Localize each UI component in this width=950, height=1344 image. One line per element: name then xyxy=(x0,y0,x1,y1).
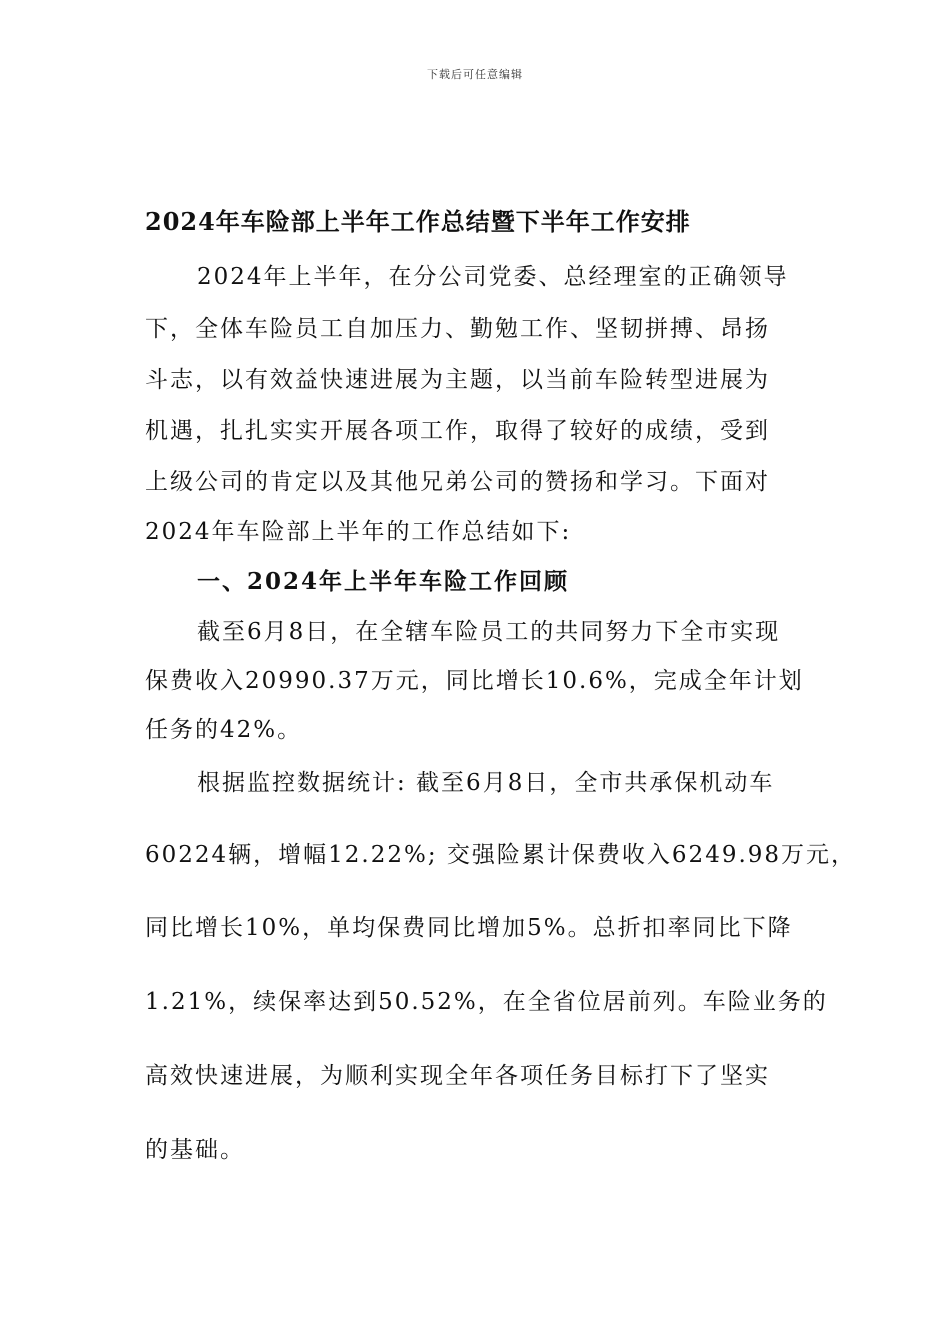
intro-line-5: 上级公司的肯定以及其他兄弟公司的赞扬和学习。下面对 xyxy=(145,469,770,495)
para2-line-5: 高效快速进展，为顺利实现全年各项任务目标打下了坚实 xyxy=(145,1063,770,1089)
intro-line-1: 2024年上半年，在分公司党委、总经理室的正确领导 xyxy=(197,264,789,290)
para2-line-1: 根据监控数据统计: 截至6月8日，全市共承保机动车 xyxy=(197,770,775,796)
page-header-note: 下载后可任意编辑 xyxy=(427,68,523,81)
para2-line-6: 的基础。 xyxy=(145,1137,245,1163)
para1-line-3: 任务的42%。 xyxy=(145,717,303,743)
intro-line-4: 机遇，扎扎实实开展各项工作，取得了较好的成绩，受到 xyxy=(145,418,770,444)
intro-line-3: 斗志，以有效益快速进展为主题，以当前车险转型进展为 xyxy=(145,367,770,393)
document-title: 2024年车险部上半年工作总结暨下半年工作安排 xyxy=(145,207,691,236)
para1-line-1: 截至6月8日，在全辖车险员工的共同努力下全市实现 xyxy=(197,619,781,645)
section-heading-1: 一、2024年上半年车险工作回顾 xyxy=(197,568,570,595)
para1-line-2: 保费收入20990.37万元，同比增长10.6%，完成全年计划 xyxy=(145,668,804,694)
intro-line-6: 2024年车险部上半年的工作总结如下: xyxy=(145,519,572,545)
para2-line-3: 同比增长10%，单均保费同比增加5%。总折扣率同比下降 xyxy=(145,915,793,941)
para2-line-4: 1.21%，续保率达到50.52%，在全省位居前列。车险业务的 xyxy=(145,989,828,1015)
para2-line-2: 60224辆，增幅12.22%; 交强险累计保费收入6249.98万元， xyxy=(145,842,857,868)
intro-line-2: 下，全体车险员工自加压力、勤勉工作、坚韧拼搏、昂扬 xyxy=(145,316,770,342)
